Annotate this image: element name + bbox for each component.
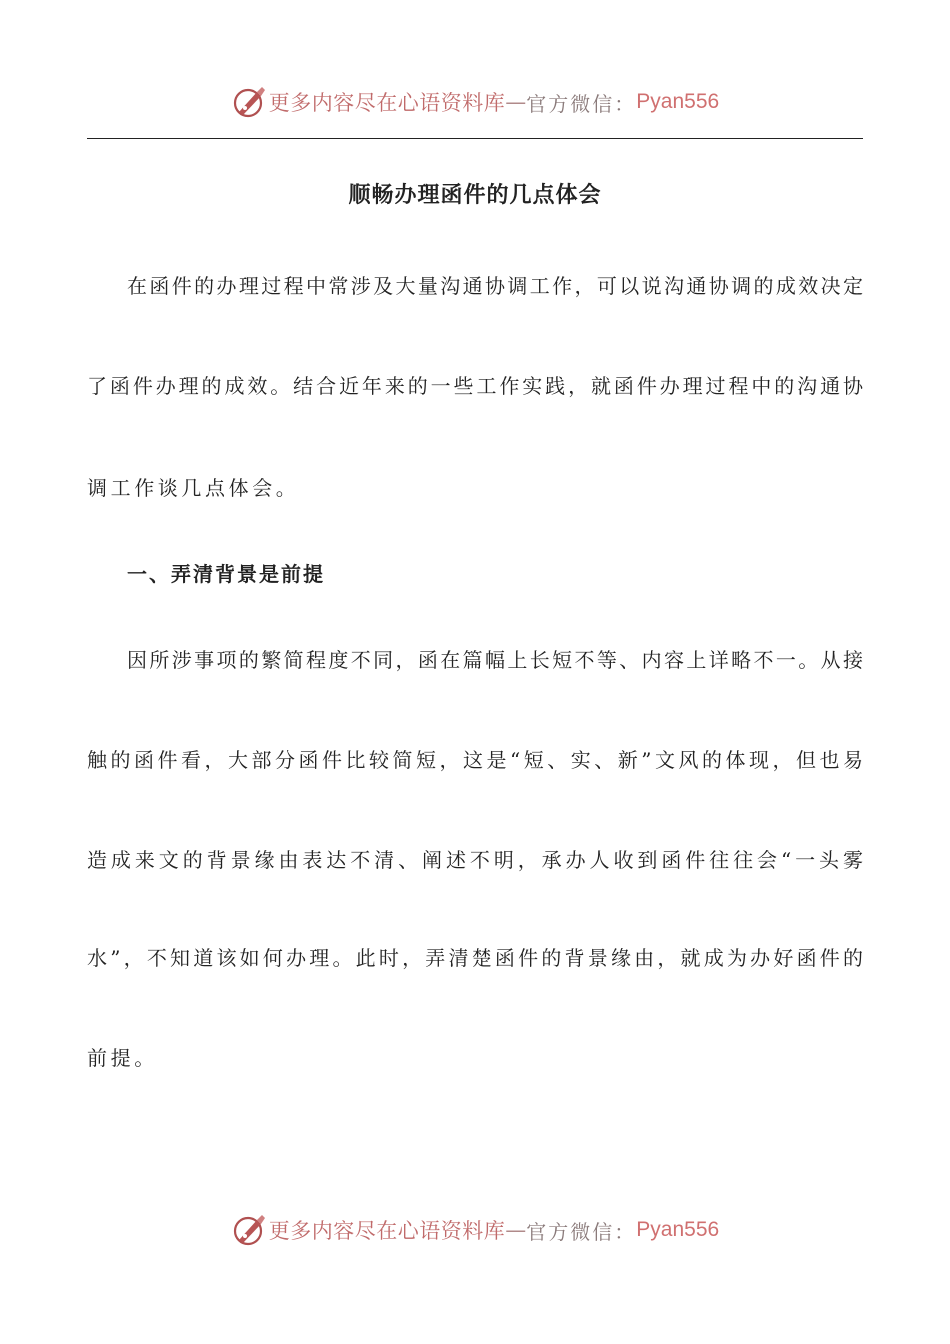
header-divider bbox=[87, 138, 863, 139]
site-name: 更多内容尽在心语资料库 bbox=[268, 91, 506, 115]
pen-nib-icon bbox=[231, 1212, 267, 1248]
paragraph-2-line-3: 造成来文的背景缘由表达不清、阐述不明，承办人收到函件往往会“一头雾 bbox=[87, 848, 863, 872]
paragraph-2-line-5: 前提。 bbox=[87, 1046, 158, 1070]
document-title: 顺畅办理函件的几点体会 bbox=[348, 182, 602, 208]
separator-dash: — bbox=[505, 1218, 527, 1242]
header-banner bbox=[0, 80, 950, 124]
paragraph-2-line-4: 水”，不知道该如何办理。此时，弄清楚函件的背景缘由，就成为办好函件的 bbox=[87, 946, 863, 970]
pen-nib-icon bbox=[231, 84, 267, 120]
wechat-label: 官方微信： bbox=[526, 1219, 637, 1244]
section-heading-1: 一、弄清背景是前提 bbox=[127, 562, 325, 586]
wechat-id: Pyan556 bbox=[636, 1218, 720, 1241]
wechat-id: Pyan556 bbox=[636, 90, 720, 113]
paragraph-1-line-3: 调工作谈几点体会。 bbox=[87, 476, 300, 500]
footer-banner bbox=[0, 1208, 950, 1252]
paragraph-1-line-2: 了函件办理的成效。结合近年来的一些工作实践，就函件办理过程中的沟通协 bbox=[87, 374, 863, 398]
paragraph-1-line-1: 在函件的办理过程中常涉及大量沟通协调工作，可以说沟通协调的成效决定 bbox=[127, 274, 863, 298]
paragraph-2-line-2: 触的函件看，大部分函件比较简短，这是“短、实、新”文风的体现，但也易 bbox=[87, 748, 863, 772]
separator-dash: — bbox=[505, 90, 527, 114]
paragraph-2-line-1: 因所涉事项的繁简程度不同，函在篇幅上长短不等、内容上详略不一。从接 bbox=[127, 648, 863, 672]
wechat-label: 官方微信： bbox=[526, 91, 637, 116]
site-name: 更多内容尽在心语资料库 bbox=[268, 1219, 506, 1243]
